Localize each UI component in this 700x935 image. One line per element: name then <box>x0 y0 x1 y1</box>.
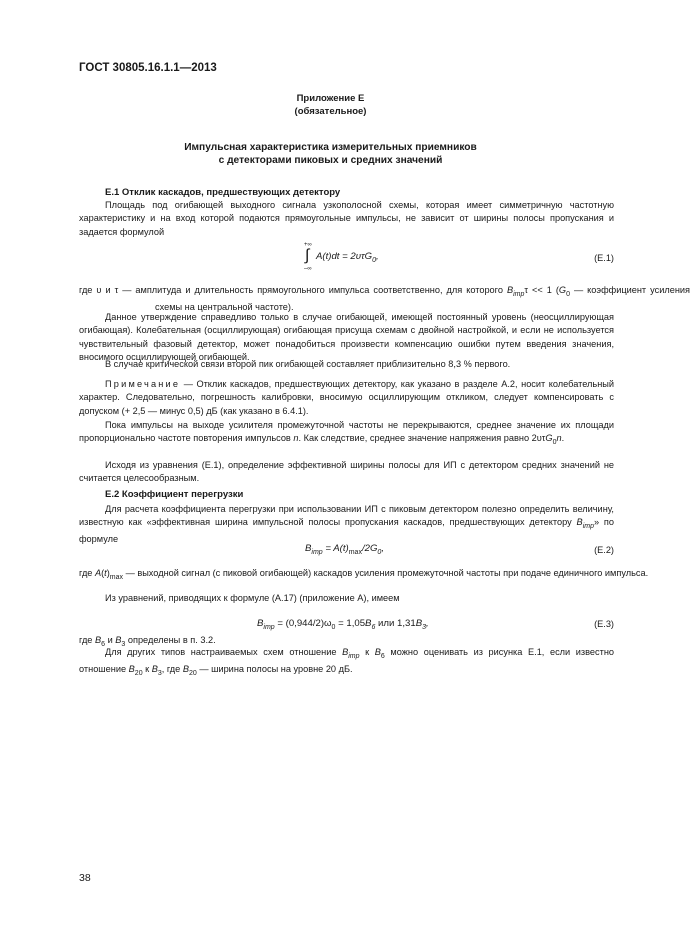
paragraph-3: Данное утверждение справедливо только в случае огибающей, имеющей постоянный уровень (неосциллирующая огибающая). Колебательная (осциллирующая) огибающая присуща схемам с двойной настройкой, и если не используется чувствительный фазовый детектор, может понадобиться произвести компенсацию ошибки путем введения значения, вносимого осциллирующей огибающей. <box>79 312 614 362</box>
annex-title: Приложение Е <box>296 93 365 104</box>
paragraph-1: Площадь под огибающей выходного сигнала узкополосной схемы, которая имеет симметричную частотную характеристику и на вход которой подаются прямоугольные импульсы, не зависит от ширины полосы пропускания и задается формулой <box>79 200 614 237</box>
paragraph-8: где $A(t)_{max}$ — выходной сигнал (с пиковой огибающей) каскадов усиления промежуточной частоты при подаче единичного импульса. <box>79 568 649 581</box>
paragraph-10: где $B_6$ и $B_3$ определены в п. 3.2. <box>79 635 216 648</box>
formula-e1: +∞ ∫ –∞ A(t)dt = 2υτG$_0$, <box>304 242 379 272</box>
note-label: Примечание <box>105 379 181 389</box>
formula-e2-number: (Е.2) <box>594 545 614 555</box>
formula-e3-number: (Е.3) <box>594 619 614 629</box>
paragraph-11: Для других типов настраиваемых схем отношение $B_{imp}$ к $B_6$ можно оценивать из рисунка Е.1, если известно отношение $B_{20}$ к $B_3$, где $B_{20}$ — ширина полосы на уровне 20 дБ. <box>79 647 615 677</box>
section-e1-title: Е.1 Отклик каскадов, предшествующих детектору <box>105 187 341 198</box>
paragraph-5: Пока импульсы на выходе усилителя промежуточной частоты не перекрываются, среднее значение их площади пропорционально частоте повторения импульсов n. Как следствие, среднее значение напряжения равно 2υτG$_0$n. <box>79 420 614 447</box>
document-title-line1: Импульсная характеристика измерительных приемников <box>184 142 477 153</box>
document-title-line2: с детекторами пиковых и средних значений <box>218 155 443 166</box>
formula-e3: $B_{imp} = (0,944/2)\omega_0 = 1,05B_6$ или $1,31B_3$, <box>257 618 429 631</box>
paragraph-2: где υ и τ — амплитуда и длительность прямоугольного импульса соответственно, для которого $B_{imp}\tau << 1$ ($G_0$ — коэффициент усиления схемы на центральной частоте). <box>79 285 690 313</box>
paragraph-6: Исходя из уравнения (Е.1), определение эффективной ширины полосы для ИП с детектором средних значений не считается целесообразным. <box>79 460 614 484</box>
note <box>79 378 614 418</box>
paragraph-9: Из уравнений, приводящих к формуле (А.17) (приложение А), имеем <box>105 593 400 603</box>
paragraph-4: В случае критической связи второй пик огибающей составляет приблизительно 8,3 % первого. <box>105 359 511 369</box>
page-number: 38 <box>79 872 91 884</box>
annex-status: (обязательное) <box>294 106 367 117</box>
formula-e2: $B_{imp} = A(t)_{max}/2G_0$, <box>305 543 384 556</box>
section-e2-title: Е.2 Коэффициент перегрузки <box>105 489 244 500</box>
standard-header: ГОСТ 30805.16.1.1—2013 <box>79 62 217 74</box>
note-body: — Отклик каскадов, предшествующих детектору, как указано в разделе А.2, носит колебательный характер. Следовательно, погрешность калибровки, вносимую осциллирующим откликом, следует компенсировать с допуском (+ 2,5 — минус 0,5) дБ (как указано в 6.4.1). <box>79 379 614 416</box>
paragraph-7: Для расчета коэффициента перегрузки при использовании ИП с пиковым детектором полезно определить величину, известную как «эффективная ширина импульсной полосы пропускания каскадов, предшествующих детектору $B_{imp}$» по формуле <box>79 504 614 545</box>
formula-e1-number: (Е.1) <box>594 253 614 263</box>
